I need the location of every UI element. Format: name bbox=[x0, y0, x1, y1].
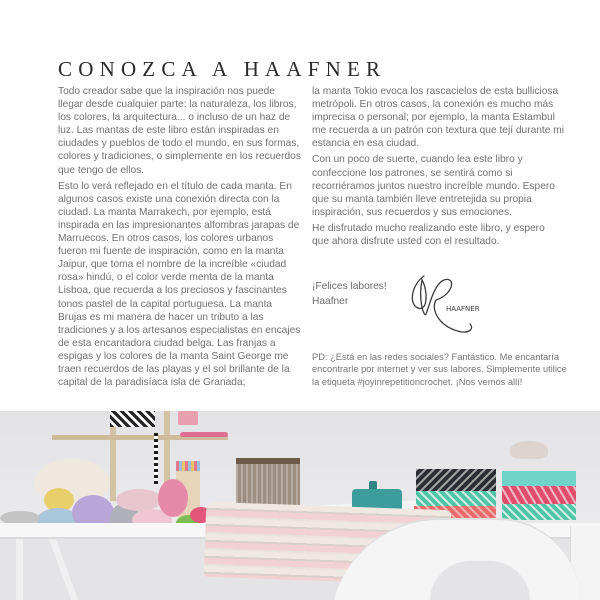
page-title: CONOZCA A HAAFNER bbox=[58, 57, 387, 81]
patterned-box-dark bbox=[416, 469, 496, 491]
closing-greeting: ¡Felices labores! bbox=[312, 281, 387, 292]
postscript: PD: ¿Está en las redes sociales? Fantástico. Me encantaría encontrarle por internet y ver sus labores. Simplemente utilice la etiqueta #joyinrepetitioncrochet. ¡Nos vemos allí! bbox=[312, 352, 567, 387]
patterned-box-pink bbox=[502, 486, 576, 504]
paragraph: He disfrutado mucho realizando este libro, y espero que ahora disfrute usted con el resultado. bbox=[312, 222, 545, 248]
pink-crochet-hook bbox=[180, 432, 228, 437]
paragraph: Todo creador sabe que la inspiración nos puede llegar desde cualquier parte: la naturaleza, los libros, los colores, la arquitectura... o incluso de un haz de luz. Las mantas de este libro están inspiradas en ciudades y pueblos de todo el mundo, en sus formas, colores y tradiciones, o simplemente en los recuerdos que tengo de ellos. bbox=[58, 86, 301, 176]
craft-table-photo bbox=[0, 411, 600, 600]
pink-cup bbox=[178, 411, 198, 425]
pale-pink-yarn bbox=[116, 489, 162, 511]
left-text-column bbox=[58, 85, 302, 392]
patterned-box-mint bbox=[416, 491, 496, 506]
paragraph: Con un poco de suerte, cuando lea este libro y confeccione los patrones, se sentirá como si recorriéramos juntos nuestro increíble mundo. Espero que su manta también lleve entretejida su propia inspiración, sus recuerdos y sus emociones. bbox=[312, 154, 555, 218]
checkered-box bbox=[110, 411, 155, 427]
table-leg bbox=[16, 539, 23, 600]
pink-yarn bbox=[158, 479, 188, 517]
paragraph: la manta Tokio evoca los rascacielos de esta bulliciosa metrópoli. En otros casos, la conexión es mucho más imprecisa o personal; por ejemplo, la manta Estambul me recuerda a un patrón con textura que tejí durante mi estancia en esa ciudad. bbox=[312, 86, 565, 150]
woven-basket bbox=[236, 458, 300, 506]
signature-icon bbox=[404, 270, 484, 340]
closing-block bbox=[312, 279, 387, 309]
patterned-box-mint bbox=[502, 504, 576, 520]
svg-text:HAAFNER: HAAFNER bbox=[446, 305, 480, 313]
right-text-column bbox=[312, 85, 564, 251]
paragraph: Esto lo verá reflejado en el título de cada manta. En algunos casos existe una conexión directa con la ciudad. La manta Marrakech, por ejemplo, está inspirada en las impresionantes alfombras jarapas de Marruecos. En otros casos, los colores urbanos fueron mi fuente de inspiración, como en la manta Jaipur, que toma el nombre de la increíble «ciudad rosa» hindú, o el color verde menta de la manta Lisboa, que recuerda a los preciosos y fascinantes tonos pastel de la capital portuguesa. La manta Brujas es mi manera de hacer un tributo a las tradiciones y a los artesanos especialistas en encajes de esta encantadora ciudad belga. Las franjas a espigas y los colores de la manta Saint George me traen recuerdos de las playas y el sol brillante de la capital de la paradisíaca isla de Granada; bbox=[58, 180, 301, 389]
figurine bbox=[510, 441, 548, 459]
closing-name: Haafner bbox=[312, 296, 349, 307]
patterned-box-teal bbox=[502, 471, 576, 486]
bead-string bbox=[154, 433, 158, 485]
